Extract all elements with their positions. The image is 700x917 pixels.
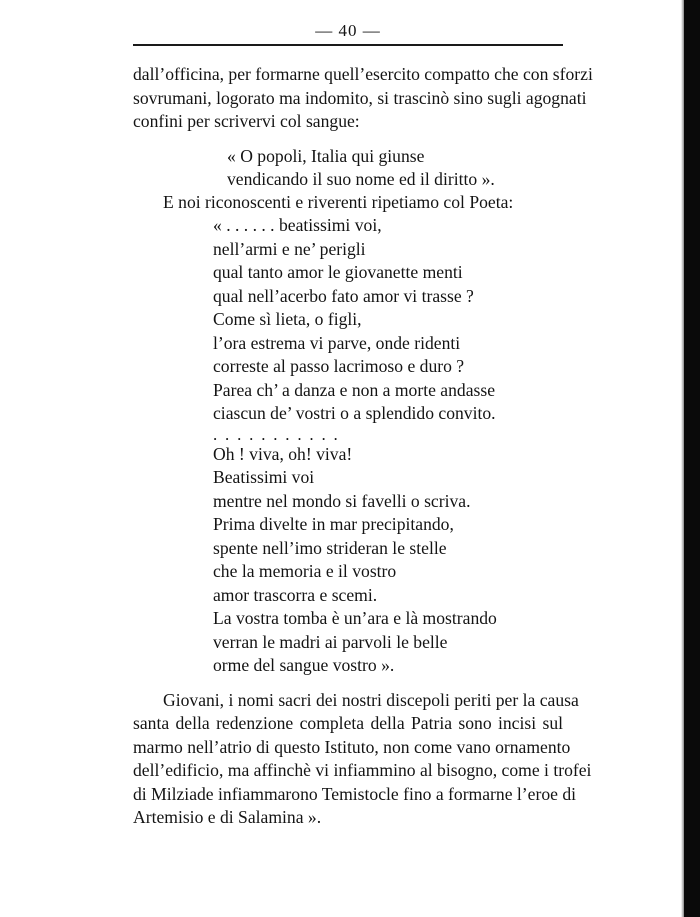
verse-line: « . . . . . . beatissimi voi, [213, 215, 382, 235]
book-spine-edge [684, 0, 700, 917]
verse-line: verran le madri ai parvoli le belle [213, 632, 448, 652]
ellipsis-row: ........... [213, 425, 346, 444]
verse-line: Oh ! viva, oh! viva! [213, 444, 353, 464]
paragraph-line: dell’edificio, ma affinchè vi infiammino al bisogno, come i trofei [133, 760, 592, 780]
verse-line: ciascun de’ vostri o a splendido convito. [213, 403, 496, 423]
verse-line: Prima divelte in mar precipitando, [213, 514, 454, 534]
verse-line: che la memoria e il vostro [213, 561, 397, 581]
verse-line: La vostra tomba è un’ara e là mostrando [213, 608, 497, 628]
verse-line: spente nell’imo strideran le stelle [213, 538, 447, 558]
quote-line: vendicando il suo nome ed il diritto ». [227, 169, 495, 189]
verse-line: qual tanto amor le giovanette menti [213, 262, 463, 282]
paragraph-line: dall’officina, per formarne quell’esercito compatto che con sforzi [133, 64, 593, 84]
verse-line: correste al passo lacrimoso e duro ? [213, 356, 465, 376]
paragraph-line: confini per scrivervi col sangue: [133, 111, 360, 131]
verse-line: Come sì lieta, o figli, [213, 309, 362, 329]
verse-line: mentre nel mondo si favelli o scriva. [213, 491, 471, 511]
paragraph-line: Artemisio e di Salamina ». [133, 807, 322, 827]
paragraph-line: sovrumani, logorato ma indomito, si trascinò sino sugli agognati [133, 88, 587, 108]
paragraph-line: di Milziade infiammarono Temistocle fino a formarne l’eroe di [133, 784, 577, 804]
quote-line: « O popoli, Italia qui giunse [227, 146, 425, 166]
verse-line: l’ora estrema vi parve, onde ridenti [213, 333, 461, 353]
verse-line: Parea ch’ a danza e non a morte andasse [213, 380, 496, 400]
header-rule [133, 44, 563, 46]
verse-line: orme del sangue vostro ». [213, 655, 395, 675]
intro-line: E noi riconoscenti e riverenti ripetiamo col Poeta: [163, 192, 514, 212]
paragraph-line: marmo nell’atrio di questo Istituto, non come vano ornamento [133, 737, 571, 757]
page-number: — 40 — [315, 21, 381, 40]
paragraph-line: Giovani, i nomi sacri dei nostri discepoli periti per la causa [163, 690, 579, 710]
verse-line: nell’armi e ne’ perigli [213, 239, 366, 259]
verse-line: qual nell’acerbo fato amor vi trasse ? [213, 286, 474, 306]
verse-line: amor trascorra e scemi. [213, 585, 378, 605]
paragraph-line: santa della redenzione completa della Patria sono incisi sul [133, 713, 563, 733]
verse-line: Beatissimi voi [213, 467, 315, 487]
